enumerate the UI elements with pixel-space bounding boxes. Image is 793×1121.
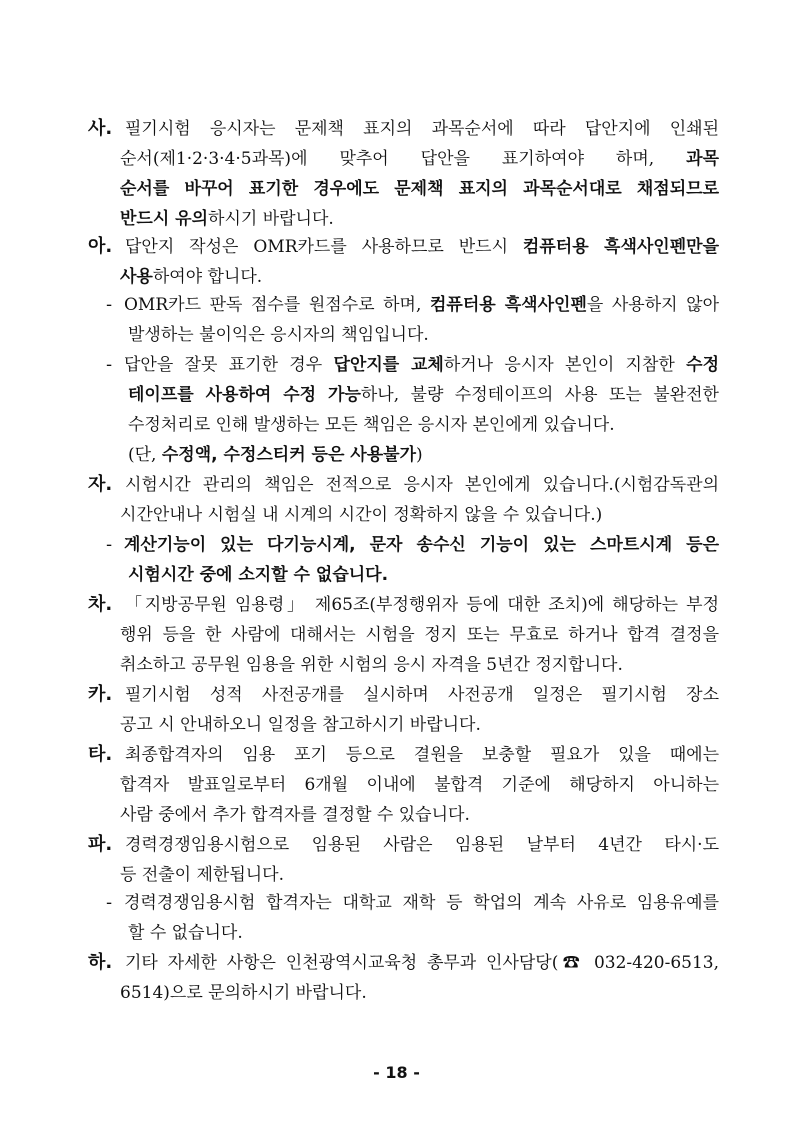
- text-run: 하시기 바랍니다.: [208, 209, 334, 229]
- sub-item-a-2-line: [0, 380, 793, 410]
- item-text: [128, 440, 719, 470]
- bold-run: 테이프를 사용하여 수정 가능: [128, 385, 361, 405]
- sub-item-a-1: [0, 290, 793, 320]
- item-ka: [0, 680, 793, 710]
- page-number: - 18 -: [373, 1063, 420, 1082]
- sub-item-a-2: [0, 350, 793, 380]
- item-label: 차.: [88, 594, 113, 615]
- dash-marker: -: [106, 535, 113, 555]
- item-text: 경력경쟁임용시험으로 임용된 사람은 임용된 날부터 4년간 타시·도: [125, 835, 719, 855]
- item-text: 사람 중에서 추가 합격자를 결정할 수 있습니다.: [120, 805, 470, 825]
- text-run: ): [416, 445, 423, 465]
- sub-item-a-2-line: [0, 410, 793, 440]
- sub-item-ja-1: [0, 530, 793, 560]
- sub-item-pa-1: [0, 888, 793, 918]
- item-text: [124, 350, 719, 380]
- item-text: 경력경쟁임용시험 합격자는 대학교 재학 등 학업의 계속 사유로 임용유예를: [124, 893, 719, 913]
- bold-run: 시험시간 중에 소지할 수 없습니다.: [128, 565, 389, 585]
- item-text: 합격자 발표일로부터 6개월 이내에 불합격 기준에 해당하지 아니하는: [120, 775, 719, 795]
- item-cha-line: [0, 620, 793, 650]
- item-label: 사.: [88, 118, 113, 139]
- item-text: 필기시험 성적 사전공개를 실시하며 사전공개 일정은 필기시험 장소: [125, 685, 719, 705]
- text-run: 답안을 잘못 표기한 경우: [124, 355, 334, 375]
- item-text: 취소하고 공무원 임용을 위한 시험의 응시 자격을 5년간 정지합니다.: [120, 655, 623, 675]
- item-sa: [0, 114, 793, 144]
- item-pa: [0, 830, 793, 860]
- text-run: 하나, 불량 수정테이프의 사용 또는 불완전한: [360, 385, 719, 405]
- item-label: 자.: [88, 474, 113, 495]
- item-label: 아.: [88, 236, 113, 257]
- item-text: 기타 자세한 사항은 인천광역시교육청 총무과 인사담당(☎ 032-420-6513,: [125, 953, 719, 973]
- item-ta-line: [0, 800, 793, 830]
- item-pa-line: [0, 860, 793, 890]
- item-text: 수정처리로 인해 발생하는 모든 책임은 응시자 본인에게 있습니다.: [128, 415, 615, 435]
- item-text: 시험시간 관리의 책임은 전적으로 응시자 본인에게 있습니다.(시험감독관의: [125, 475, 719, 495]
- text-run: 하여야 합니다.: [152, 267, 263, 287]
- text-run: (단,: [128, 445, 162, 465]
- item-text: [120, 204, 719, 234]
- item-ta: [0, 740, 793, 770]
- bold-run: 수정액, 수정스티커 등은 사용불가: [161, 445, 416, 465]
- bold-run: 반드시 유의: [120, 209, 209, 229]
- item-label: 타.: [88, 744, 113, 765]
- bold-run: 계산기능이 있는 다기능시계, 문자 송수신 기능이 있는 스마트시계 등은: [124, 535, 719, 555]
- text-run: 을 사용하지 않아: [586, 295, 719, 315]
- item-text: 할 수 없습니다.: [128, 923, 243, 943]
- item-sa-line: [0, 144, 793, 174]
- item-ja-line: [0, 500, 793, 530]
- item-text: 6514)으로 문의하시기 바랍니다.: [120, 983, 367, 1003]
- text-run: 답안지 작성은 OMR카드를 사용하므로 반드시: [125, 237, 523, 257]
- bold-run: 수정: [686, 355, 719, 375]
- dash-marker: -: [106, 295, 113, 315]
- item-ja: [0, 470, 793, 500]
- item-a-line: [0, 262, 793, 292]
- item-ha: [0, 948, 793, 978]
- text-run: 하거나 응시자 본인이 지참한: [443, 355, 687, 375]
- item-sa-line: [0, 174, 793, 204]
- dash-marker: -: [106, 355, 113, 375]
- text-run: 순서(제1·2·3·4·5과목)에 맞추어 답안을 표기하여야 하며,: [120, 149, 687, 169]
- item-sa-line: [0, 204, 793, 234]
- item-cha: [0, 590, 793, 620]
- bold-run: 사용: [120, 267, 153, 287]
- item-a: [0, 232, 793, 262]
- item-text: 최종합격자의 임용 포기 등으로 결원을 보충할 필요가 있을 때에는: [125, 745, 719, 765]
- bold-run: 컴퓨터용 흑색사인펜만을: [522, 237, 719, 257]
- item-label: 하.: [88, 952, 113, 973]
- item-text: 시간안내나 시험실 내 시계의 시간이 정확하지 않을 수 있습니다.): [120, 505, 603, 525]
- item-text: 발생하는 불이익은 응시자의 책임입니다.: [128, 325, 429, 345]
- item-ka-line: [0, 710, 793, 740]
- sub-item-a-1-line: [0, 320, 793, 350]
- item-text: 「지방공무원 임용령」 제65조(부정행위자 등에 대한 조치)에 해당하는 부정: [125, 595, 719, 615]
- item-text: 등 전출이 제한됩니다.: [120, 865, 285, 885]
- bold-run: 컴퓨터용 흑색사인펜: [429, 295, 587, 315]
- item-text: [120, 144, 719, 174]
- bold-run: 순서를 바꾸어 표기한 경우에도 문제책 표지의 과목순서대로 채점되므로: [120, 179, 719, 199]
- sub-item-pa-1-line: [0, 918, 793, 948]
- item-text: 공고 시 안내하오니 일정을 참고하시기 바랍니다.: [120, 715, 481, 735]
- item-label: 카.: [88, 684, 113, 705]
- item-label: 파.: [88, 834, 113, 855]
- item-text: 행위 등을 한 사람에 대해서는 시험을 정지 또는 무효로 하거나 합격 결정을: [120, 625, 719, 645]
- item-text: [128, 380, 719, 410]
- text-run: OMR카드 판독 점수를 원점수로 하며,: [124, 295, 430, 315]
- bold-run: 과목: [686, 149, 719, 169]
- item-ha-line: [0, 978, 793, 1008]
- dash-marker: -: [106, 893, 113, 913]
- item-text: [124, 290, 719, 320]
- item-text: [125, 232, 719, 262]
- sub-item-ja-1-line: [0, 560, 793, 590]
- item-text: 필기시험 응시자는 문제책 표지의 과목순서에 따라 답안지에 인쇄된: [125, 119, 719, 139]
- item-ta-line: [0, 770, 793, 800]
- sub-item-a-2-note: [0, 440, 793, 470]
- item-cha-line: [0, 650, 793, 680]
- item-text: [120, 262, 719, 292]
- bold-run: 답안지를 교체: [333, 355, 444, 375]
